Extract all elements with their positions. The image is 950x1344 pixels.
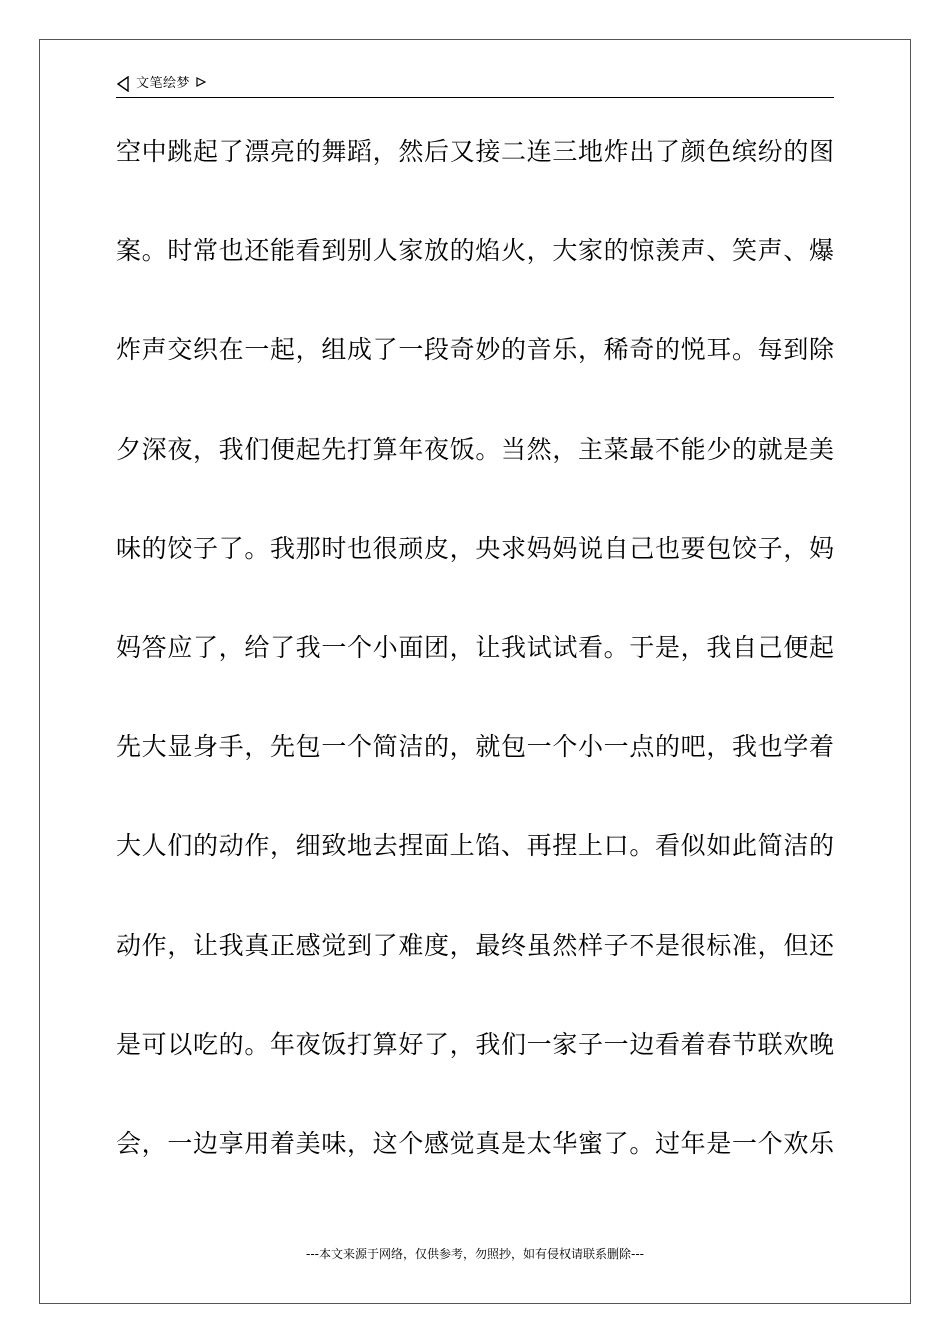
text-line: 大人们的动作，细致地去捏面上馅、再捏上口。看似如此简洁的 (116, 831, 834, 861)
text-line: 动作，让我真正感觉到了难度，最终虽然样子不是很标准，但还 (116, 930, 834, 960)
triangle-right-icon (196, 77, 206, 87)
triangle-left-icon (116, 76, 130, 92)
header-title: 文笔绘梦 (136, 76, 191, 91)
text-line: 会，一边享用着美味，这个感觉真是太华蜜了。过年是一个欢乐 (116, 1128, 834, 1158)
footer-notice: ---本文来源于网络，仅供参考，勿照抄，如有侵权请联系删除--- (306, 1247, 644, 1261)
text-line: 妈答应了，给了我一个小面团，让我试试看。于是，我自己便起 (116, 632, 834, 662)
text-line: 是可以吃的。年夜饭打算好了，我们一家子一边看着春节联欢晚 (116, 1029, 834, 1059)
text-line: 空中跳起了漂亮的舞蹈，然后又接二连三地炸出了颜色缤纷的图 (116, 137, 834, 166)
text-line: 味的饺子了。我那时也很顽皮，央求妈妈说自己也要包饺子，妈 (116, 533, 834, 563)
text-line: 先大显身手，先包一个简洁的，就包一个小一点的吧，我也学着 (116, 732, 834, 762)
body-text (116, 119, 834, 1210)
text-line: 案。时常也还能看到别人家放的焰火，大家的惊羡声、笑声、爆 (116, 236, 834, 266)
text-line: 炸声交织在一起，组成了一段奇妙的音乐，稀奇的悦耳。每到除 (116, 335, 834, 365)
text-line: 夕深夜，我们便起先打算年夜饭。当然，主菜最不能少的就是美 (116, 434, 834, 464)
page-header (116, 72, 834, 98)
